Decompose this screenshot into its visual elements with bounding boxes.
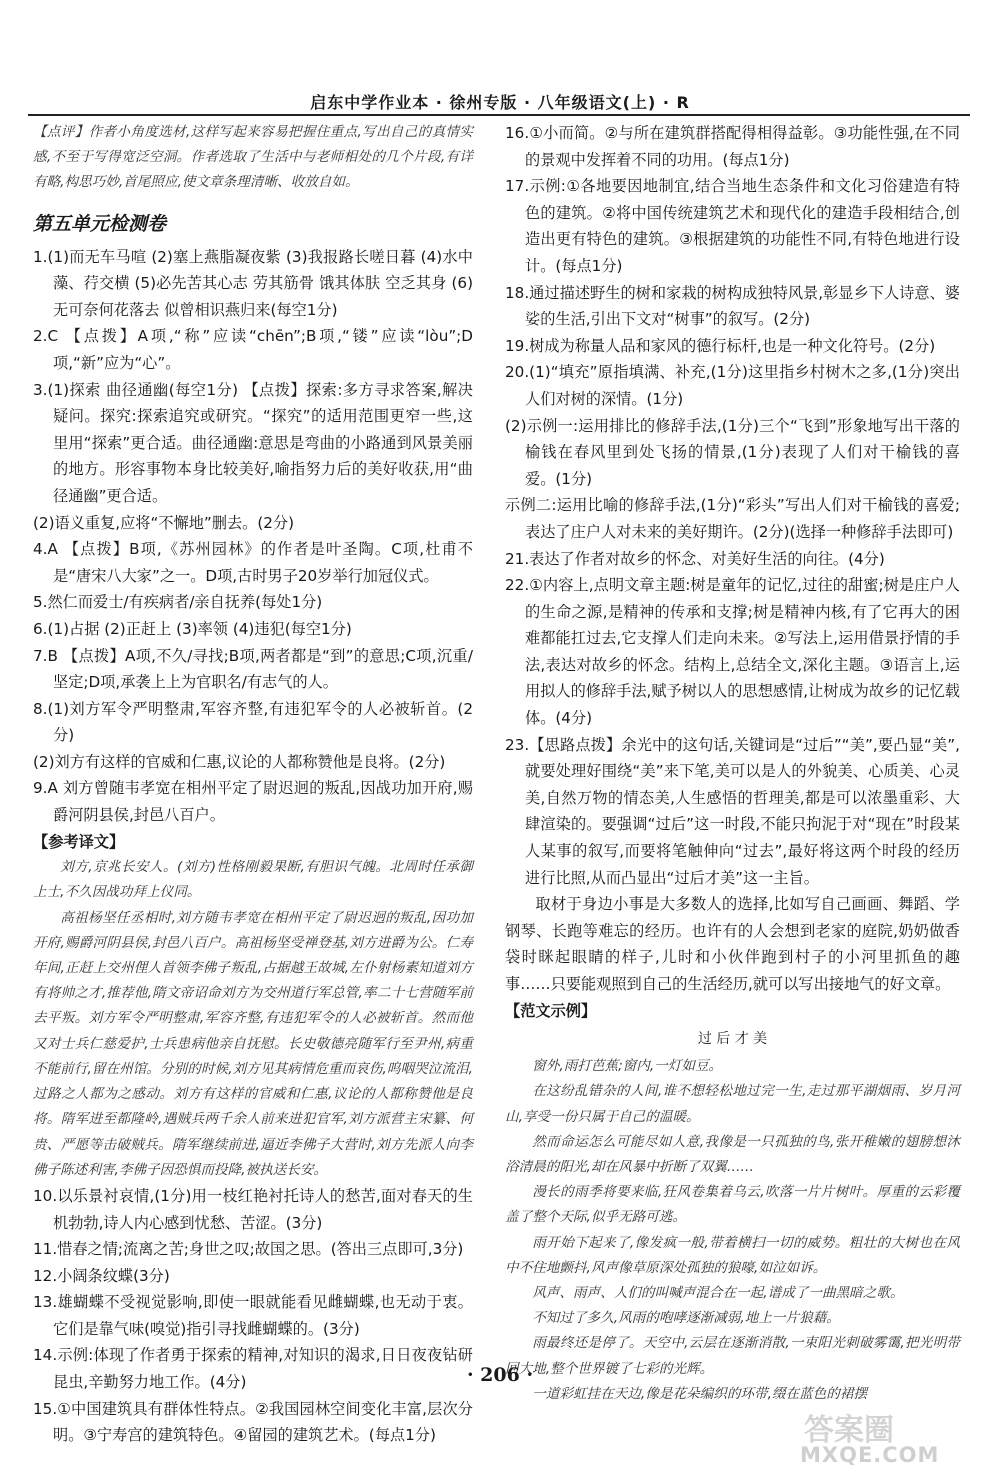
right-column	[505, 120, 960, 1407]
essay-paragraph: 一道彩虹挂在天边,像是花朵编织的环带,缀在蓝色的裙摆	[532, 1385, 868, 1402]
answer-item: 15.①中国建筑具有群体性特点。②我国园林空间变化丰富,层次分明。③宁寿宫的建筑特色。④留园的建筑艺术。(每点1分)	[33, 1399, 473, 1445]
translation-paragraph: 刘方,京兆长安人。(刘方)性格刚毅果断,有胆识气魄。北周时任承御上士,不久因战功拜上仪同。	[33, 859, 473, 901]
answer-item: 1.(1)而无车马喧 (2)塞上燕脂凝夜紫 (3)我报路长嗟日暮 (4)水中藻、荇交横 (5)必先苦其心志 劳其筋骨 饿其体肤 空乏其身 (6)无可奈何花落去 似曾相识燕归来(每空1分)	[33, 247, 473, 319]
answer-item: 16.①小而简。②与所在建筑群搭配得相得益彰。③功能性强,在不同的景观中发挥着不同的功用。(每点1分)	[505, 124, 960, 169]
answer-item: 23.【思路点拨】余光中的这句话,关键词是“过后”“美”,要凸显“美”,就要处理好围绕“美”来下笔,美可以是人的外貌美、心质美、心灵美,自然万物的情态美,人生感悟的哲理美,都是可以浓墨重彩、大肆渲染的。要强调“过后”这一时段,不能只拘泥于对“现在”时段某人某事的叙写,而要将笔触伸向“过去”,最好将这两个时段的经历进行比照,从而凸显出“过后才美”这一主旨。	[505, 735, 960, 887]
answer-item: 9.A 刘方曾随韦孝宽在相州平定了尉迟迥的叛乱,因战功加开府,赐爵河阴县侯,封邑八百户。	[33, 779, 473, 825]
answer-item: (2)示例一:运用排比的修辞手法,(1分)三个“飞到”形象地写出干落的榆钱在春风里到处飞扬的情景,(1分)表现了人们对干榆钱的喜爱。(1分)	[505, 416, 960, 488]
answer-item: 13.雄蝴蝶不受视觉影响,即使一眼就能看见雌蝴蝶,也无动于衷。它们是靠气味(嗅觉)指引寻找雌蝴蝶的。(3分)	[33, 1293, 473, 1338]
essay-paragraph: 风声、雨声、人们的叫喊声混合在一起,谱成了一曲黑暗之歌。	[532, 1285, 904, 1302]
answer-item: 7.B 【点拨】A项,不久/寻找;B项,两者都是“到”的意思;C项,沉重/坚定;D项,承袭上上为官职名/有志气的人。	[33, 646, 473, 692]
answer-item: 18.通过描述野生的树和家栽的树构成独特风景,彰显乡下人诗意、婆娑的生活,引出下文对“树事”的叙写。(2分)	[505, 283, 960, 329]
answer-item: 2.C 【点拨】A项,“称”应读“chēn”;B项,“镂”应读“lòu”;D项,“新”应为“心”。	[33, 327, 473, 372]
answer-item: 21.表达了作者对故乡的怀念、对美好生活的向往。(4分)	[505, 549, 885, 568]
page-header: 启东中学作业本 · 徐州专版 · 八年级语文(上) · R	[310, 93, 690, 112]
left-column	[33, 120, 473, 1449]
watermark-logo: 答案圈	[804, 1413, 894, 1448]
answer-item: 3.(1)探索 曲径通幽(每空1分) 【点拨】探索:多方寻求答案,解决疑问。探究:探索追究或研究。“探究”的适用范围更窄一些,这里用“探索”更合适。曲径通幽:意思是弯曲的小路通到风景美丽的地方。形容事物本身比较美好,喻指努力后的美好收获,用“曲径通幽”更合适。	[33, 380, 473, 505]
comment-paragraph: 【点评】作者小角度选材,这样写起来容易把握住重点,写出自己的真情实感,不至于写得宽泛空洞。作者选取了生活中与老师相处的几个片段,有详有略,构思巧妙,首尾照应,使文章条理清晰、收放自如。	[33, 124, 473, 191]
answer-item: 22.①内容上,点明文章主题:树是童年的记忆,过往的甜蜜;树是庄户人的生命之源,是精神的传承和支撑;树是精神内核,有了它再大的困难都能扛过去,它支撑人们走向未来。②写法上,运用借景抒情的手法,表达对故乡的怀念。结构上,总结全文,深化主题。③语言上,运用拟人的修辞手法,赋予树以人的思想感情,让树成为故乡的记忆载体。(4分)	[505, 576, 960, 728]
answer-item: 示例二:运用比喻的修辞手法,(1分)“彩头”写出人们对干榆钱的喜爱;表达了庄户人对未来的美好期许。(2分)(选择一种修辞手法即可)	[505, 496, 960, 541]
header-rule	[28, 114, 970, 116]
answer-item: 8.(1)刘方军令严明整肃,军容齐整,有违犯军令的人必被斩首。(2分)	[33, 699, 473, 745]
essay-paragraph: 不知过了多久,风雨的咆哮逐渐减弱,地上一片狼藉。	[532, 1310, 840, 1327]
sample-label: 【范文示例】	[505, 1001, 597, 1020]
answer-item: 17.示例:①各地要因地制宜,结合当地生态条件和文化习俗建造有特色的建筑。②将中国传统建筑艺术和现代化的建造手段相结合,创造出更有特色的建筑。③根据建筑的功能性不同,有特色地进行设计。(每点1分)	[505, 177, 960, 275]
guidance-paragraph: 取材于身边小事是大多数人的选择,比如写自己画画、舞蹈、学钢琴、长跑等难忘的经历。也许有的人会想到老家的庭院,奶奶做香袋时眯起眼睛的样子,儿时和小伙伴跑到村子的小河里抓鱼的趣事……只要能观照到自己的生活经历,就可以写出接地气的好文章。	[505, 895, 960, 993]
answer-item: (2)语义重复,应将“不懈地”删去。(2分)	[33, 513, 295, 532]
answer-item: (2)刘方有这样的官威和仁惠,议论的人都称赞他是良将。(2分)	[33, 752, 446, 771]
answer-item: 11.惜春之情;流离之苦;身世之叹;故国之思。(答出三点即可,3分)	[33, 1240, 464, 1259]
answer-item: 14.示例:体现了作者勇于探索的精神,对知识的渴求,日日夜夜钻研昆虫,辛勤努力地工作。(4分)	[33, 1346, 473, 1392]
answer-item: 20.(1)“填充”原指填满、补充,(1分)这里指乡村树木之多,(1分)突出人们对树的深情。(1分)	[505, 363, 960, 408]
essay-title: 过 后 才 美	[697, 1031, 768, 1048]
answer-item: 12.小阔条纹蝶(3分)	[33, 1266, 170, 1285]
translation-paragraph: 高祖杨坚任丞相时,刘方随韦孝宽在相州平定了尉迟迥的叛乱,因功加开府,赐爵河阴县侯,封邑八百户。高祖杨坚受禅登基,刘方进爵为公。仁寿年间,正赶上交州俚人首领李佛子叛乱,占据越王故城,左仆射杨素知道刘方有将帅之才,推荐他,隋文帝诏命刘方为交州道行军总管,率二十七营随军前去平叛。刘方军令严明整肃,军容齐整,有违犯军令的人必被斩首。然而他又对士兵仁慈爱护,士兵患病他亲自抚慰。长史敬德亮随军行至尹州,病重不能前行,留在州馆。分别的时候,刘方见其病情危重而哀伤,呜咽哭泣流泪,过路之人都为之感动。刘方有这样的官威和仁惠,议论的人都称赞他是良将。隋军进至都隆岭,遇贼兵两千余人前来进犯官军,刘方派营主宋纂、何贵、严愿等击破贼兵。隋军继续前进,逼近李佛子大营时,刘方先派人向李佛子陈述利害,李佛子因恐惧而投降,被执送长安。	[33, 909, 473, 1178]
watermark	[800, 1405, 980, 1467]
answer-item: 4.A 【点拨】B项,《苏州园林》的作者是叶圣陶。C项,杜甫不是“唐宋八大家”之一。D项,古时男子20岁举行加冠仪式。	[33, 540, 473, 585]
answer-item: 10.以乐景衬哀情,(1分)用一枝红艳衬托诗人的愁苦,面对春天的生机勃勃,诗人内心感到忧愁、苦涩。(3分)	[33, 1186, 473, 1232]
essay-paragraph: 漫长的雨季将要来临,狂风卷集着乌云,吹落一片片树叶。厚重的云彩覆盖了整个天际,似乎无路可逃。	[505, 1184, 960, 1226]
answer-item: 5.然仁而爱士/有疾病者/亲自抚养(每处1分)	[33, 593, 323, 612]
translation-label: 【参考译文】	[33, 832, 125, 851]
page-number: · 206 ·	[466, 1364, 534, 1386]
essay-paragraph: 然而命运怎么可能尽如人意,我像是一只孤独的鸟,张开稚嫩的翅膀想沐浴清晨的阳光,却在风暴中折断了双翼……	[505, 1133, 960, 1175]
answer-item: 6.(1)占据 (2)正赶上 (3)率领 (4)违犯(每空1分)	[33, 619, 352, 638]
essay-paragraph: 窗外,雨打芭蕉;窗内,一灯如豆。	[532, 1058, 723, 1075]
section-title: 第五单元检测卷	[33, 212, 167, 235]
essay-paragraph: 雨开始下起来了,像发疯一般,带着横扫一切的威势。粗壮的大树也在风中不住地颤抖,风声像草原深处孤独的狼嚎,如泣如诉。	[505, 1234, 960, 1276]
watermark-text: MXQE.COM	[800, 1443, 940, 1467]
answer-item: 19.树成为称量人品和家风的德行标杆,也是一种文化符号。(2分)	[505, 336, 936, 355]
essay-paragraph: 在这纷乱错杂的人间,谁不想轻松地过完一生,走过那平湖烟雨、岁月河山,享受一份只属于自己的温暖。	[505, 1083, 960, 1125]
essay-paragraph: 雨最终还是停了。天空中,云层在逐渐消散,一束阳光刺破雾霭,把光明带回大地,整个世界镀了七彩的光辉。	[505, 1335, 960, 1377]
